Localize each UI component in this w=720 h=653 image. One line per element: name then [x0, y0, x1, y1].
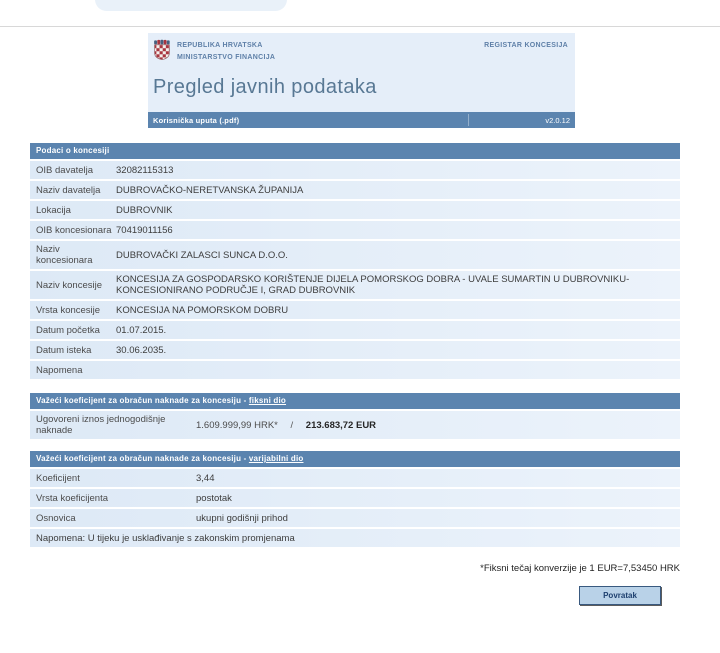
table-row-naziv-davatelja [30, 181, 680, 199]
table-row-oib-koncesionara [30, 221, 680, 239]
section-header-fixed-fee [30, 393, 680, 409]
browser-toolbar-remnant [95, 0, 287, 11]
button-row [30, 585, 680, 605]
field-label: Osnovica [36, 512, 76, 524]
field-value: ukupni godišnji prihod [196, 512, 288, 524]
org-line-1: REPUBLIKA HRVATSKA [177, 42, 263, 49]
field-value: 30.06.2035. [116, 344, 167, 356]
back-button[interactable]: Povratak [579, 586, 661, 605]
field-label: Naziv koncesije [36, 279, 102, 291]
variable-part-link[interactable]: varijabilni dio [248, 454, 304, 463]
table-row-annual-fee [30, 411, 680, 439]
amount-eur: 213.683,72 EUR [305, 419, 377, 431]
section-title-prefix: Važeći koeficijent za obračun naknade za koncesiju - [36, 396, 249, 405]
field-value: DUBROVAČKI ZALASCI SUNCA D.O.O. [116, 249, 288, 261]
org-name [177, 39, 275, 63]
field-label: Naziv koncesionara [36, 244, 93, 266]
amount-hrk: 1.609.999,99 HRK* [196, 419, 278, 431]
field-value: 32082115313 [116, 164, 174, 176]
page-title: Pregled javnih podataka [153, 76, 377, 98]
conversion-rate-footnote: *Fiksni tečaj konverzije je 1 EUR=7,53450 HRK [480, 563, 680, 574]
field-value: DUBROVNIK [116, 204, 173, 216]
page-header [148, 33, 575, 128]
field-value: KONCESIJA NA POMORSKOM DOBRU [116, 304, 289, 316]
field-value: KONCESIJA ZA GOSPODARSKO KORIŠTENJE DIJELA POMORSKOG DOBRA - UVALE SUMARTIN U DUBROVNIKU-KONCESIONIRANO PODRUČJE I, GRAD DUBROVNIK [116, 274, 630, 296]
croatian-coat-of-arms-icon [153, 39, 171, 60]
browser-divider-line [0, 26, 720, 27]
field-label: Datum početka [36, 324, 100, 336]
table-row-oib-davatelja [30, 161, 680, 179]
field-value: 3,44 [196, 472, 215, 484]
field-label: OIB davatelja [36, 164, 94, 176]
section-concession-data [30, 143, 680, 379]
field-label: Vrsta koeficijenta [36, 492, 108, 504]
section-fixed-fee [30, 393, 680, 439]
table-row-koeficijent [30, 469, 680, 487]
registry-label: REGISTAR KONCESIJA [484, 42, 568, 49]
header-top-row [148, 33, 575, 63]
section-header-variable-fee [30, 451, 680, 467]
section-variable-fee [30, 451, 680, 547]
table-row-datum-isteka [30, 341, 680, 359]
table-row-datum-pocetka [30, 321, 680, 339]
variable-fee-note: Napomena: U tijeku je usklađivanje s zakonskim promjenama [30, 529, 680, 547]
table-row-vrsta-koeficijenta [30, 489, 680, 507]
fixed-part-link[interactable]: fiksni dio [248, 396, 287, 405]
org-identity [153, 39, 275, 63]
table-row-naziv-koncesije [30, 271, 680, 299]
section-title-prefix: Važeći koeficijent za obračun naknade za koncesiju - [36, 454, 249, 463]
table-row-napomena [30, 361, 680, 379]
main-content [30, 143, 680, 605]
org-line-2: MINISTARSTVO FINANCIJA [177, 54, 276, 61]
field-value: 70419011156 [116, 224, 173, 236]
toolbar-divider [468, 114, 469, 126]
table-row-lokacija [30, 201, 680, 219]
section-title: Podaci o koncesiji [36, 146, 110, 155]
table-row-naziv-koncesionara [30, 241, 680, 269]
field-value: DUBROVAČKO-NERETVANSKA ŽUPANIJA [116, 184, 304, 196]
field-label: Lokacija [36, 204, 71, 216]
field-value: postotak [196, 492, 232, 504]
table-row-osnovica [30, 509, 680, 527]
field-value: 01.07.2015. [116, 324, 167, 336]
version-label: v2.0.12 [545, 115, 570, 125]
header-toolbar [148, 112, 575, 128]
field-label: Vrsta koncesije [36, 304, 101, 316]
field-label: Koeficijent [36, 472, 80, 484]
table-row-vrsta-koncesije [30, 301, 680, 319]
section-header-concession [30, 143, 680, 159]
field-label: OIB koncesionara [36, 224, 112, 236]
field-label: Ugovoreni iznos jednogodišnje naknade [36, 414, 166, 436]
user-manual-link[interactable]: Korisnička uputa (.pdf) [153, 115, 240, 125]
amount-separator: / [290, 419, 294, 431]
field-label: Naziv davatelja [36, 184, 101, 196]
annual-fee-value [196, 420, 674, 431]
field-label: Datum isteka [36, 344, 92, 356]
field-label: Napomena [36, 364, 83, 376]
